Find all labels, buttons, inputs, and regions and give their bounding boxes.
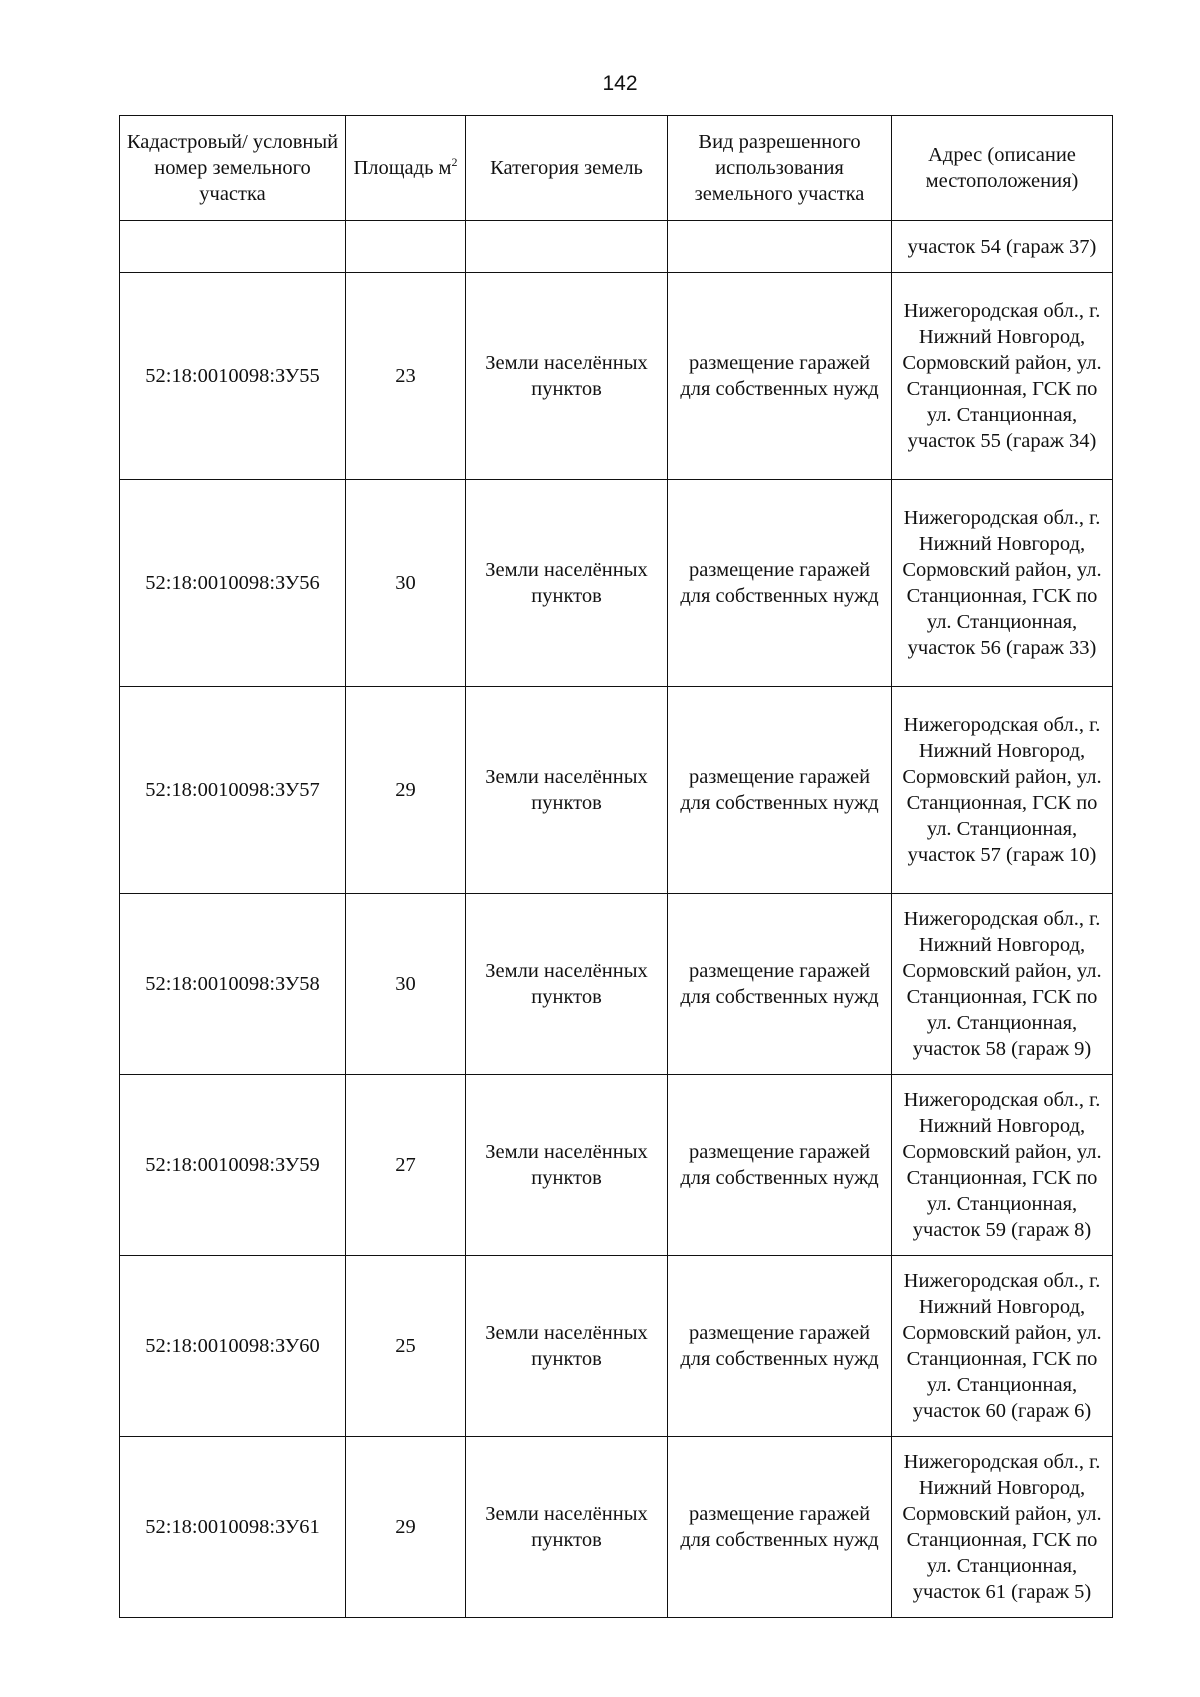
- area-value: 25: [346, 1256, 466, 1437]
- table-row: [120, 1075, 1113, 1256]
- address: Нижегородская обл., г. Нижний Новгород, Сормовский район, ул. Станционная, ГСК по ул. Станционная, участок 59 (гараж 8): [892, 1075, 1113, 1256]
- cadastral-number: 52:18:0010098:ЗУ57: [120, 687, 346, 894]
- table-row: [120, 273, 1113, 480]
- cadastral-number: 52:18:0010098:ЗУ60: [120, 1256, 346, 1437]
- cadastral-number: 52:18:0010098:ЗУ58: [120, 894, 346, 1075]
- continuation-address: участок 54 (гараж 37): [892, 221, 1113, 273]
- header-address: Адрес (описание местоположения): [892, 116, 1113, 221]
- table-row: [120, 1437, 1113, 1618]
- permitted-use: размещение гаражей для собственных нужд: [668, 273, 892, 480]
- permitted-use: размещение гаражей для собственных нужд: [668, 1075, 892, 1256]
- continuation-use: [668, 221, 892, 273]
- address: Нижегородская обл., г. Нижний Новгород, Сормовский район, ул. Станционная, ГСК по ул. Станционная, участок 61 (гараж 5): [892, 1437, 1113, 1618]
- land-category: Земли населённых пунктов: [466, 480, 668, 687]
- cadastral-number: 52:18:0010098:ЗУ59: [120, 1075, 346, 1256]
- land-category: Земли населённых пунктов: [466, 273, 668, 480]
- permitted-use: размещение гаражей для собственных нужд: [668, 1437, 892, 1618]
- permitted-use: размещение гаражей для собственных нужд: [668, 1256, 892, 1437]
- land-category: Земли населённых пунктов: [466, 1437, 668, 1618]
- continuation-row: [120, 221, 1113, 273]
- permitted-use: размещение гаражей для собственных нужд: [668, 687, 892, 894]
- land-category: Земли населённых пунктов: [466, 1256, 668, 1437]
- header-use: Вид разрешенного использования земельного участка: [668, 116, 892, 221]
- address: Нижегородская обл., г. Нижний Новгород, Сормовский район, ул. Станционная, ГСК по ул. Станционная, участок 57 (гараж 10): [892, 687, 1113, 894]
- area-value: 30: [346, 480, 466, 687]
- address: Нижегородская обл., г. Нижний Новгород, Сормовский район, ул. Станционная, ГСК по ул. Станционная, участок 55 (гараж 34): [892, 273, 1113, 480]
- continuation-cadastral: [120, 221, 346, 273]
- table-row: [120, 1256, 1113, 1437]
- area-value: 30: [346, 894, 466, 1075]
- continuation-category: [466, 221, 668, 273]
- table-row: [120, 894, 1113, 1075]
- land-category: Земли населённых пунктов: [466, 687, 668, 894]
- header-cadastral: Кадастровый/ условный номер земельного участка: [120, 116, 346, 221]
- cadastral-number: 52:18:0010098:ЗУ61: [120, 1437, 346, 1618]
- cadastral-number: 52:18:0010098:ЗУ56: [120, 480, 346, 687]
- continuation-area: [346, 221, 466, 273]
- area-value: 23: [346, 273, 466, 480]
- header-area-label: Площадь м: [353, 157, 452, 179]
- header-category: Категория земель: [466, 116, 668, 221]
- page-number: 142: [602, 72, 638, 95]
- cadastral-number: 52:18:0010098:ЗУ55: [120, 273, 346, 480]
- area-value: 29: [346, 1437, 466, 1618]
- address: Нижегородская обл., г. Нижний Новгород, Сормовский район, ул. Станционная, ГСК по ул. Станционная, участок 60 (гараж 6): [892, 1256, 1113, 1437]
- address: Нижегородская обл., г. Нижний Новгород, Сормовский район, ул. Станционная, ГСК по ул. Станционная, участок 56 (гараж 33): [892, 480, 1113, 687]
- table-header-row: [120, 116, 1113, 221]
- table-row: [120, 480, 1113, 687]
- land-plots-table: [119, 115, 1113, 1618]
- area-value: 29: [346, 687, 466, 894]
- area-value: 27: [346, 1075, 466, 1256]
- permitted-use: размещение гаражей для собственных нужд: [668, 480, 892, 687]
- permitted-use: размещение гаражей для собственных нужд: [668, 894, 892, 1075]
- header-area: [346, 116, 466, 221]
- header-area-sup: 2: [451, 155, 458, 170]
- address: Нижегородская обл., г. Нижний Новгород, Сормовский район, ул. Станционная, ГСК по ул. Станционная, участок 58 (гараж 9): [892, 894, 1113, 1075]
- land-category: Земли населённых пунктов: [466, 894, 668, 1075]
- table-row: [120, 687, 1113, 894]
- land-category: Земли населённых пунктов: [466, 1075, 668, 1256]
